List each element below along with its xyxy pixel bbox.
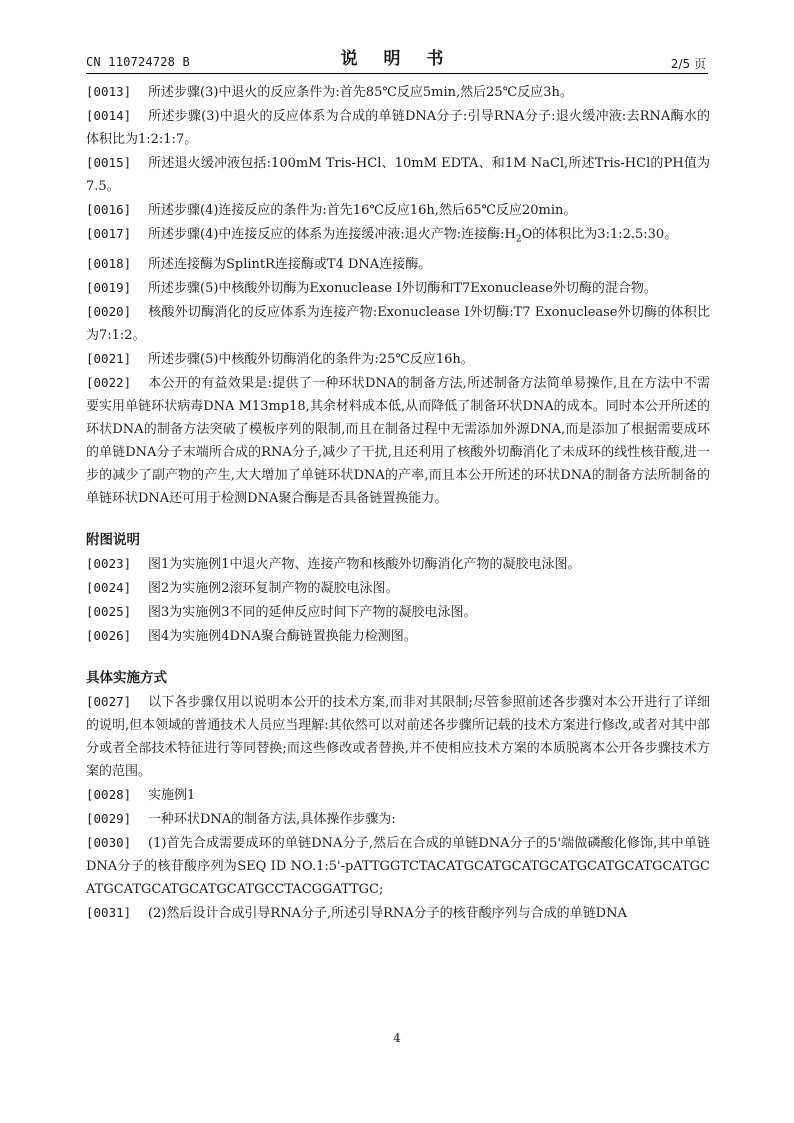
paragraph-text: 图2为实施例2滚环复制产物的凝胶电泳图。	[148, 580, 399, 596]
paragraph-number: [0027]	[86, 693, 132, 709]
paragraph-text: 图3为实施例3不同的延伸反应时间下产物的凝胶电泳图。	[148, 604, 477, 620]
paragraph-text: 所述步骤(4)连接反应的条件为:首先16℃反应16h,然后65℃反应20min。	[148, 203, 577, 218]
paragraph-0030	[86, 831, 710, 901]
paragraph-number: [0030]	[86, 834, 132, 850]
paragraph-0018	[86, 252, 710, 276]
paragraph-number: [0026]	[86, 627, 132, 643]
paragraph-text: 以下各步骤仅用以说明本公开的技术方案,而非对其限制;尽管参照前述各步骤对本公开进行了详细的说明,但本领域的普通技术人员应当理解:其依然可以对前述各步骤所记载的技术方案进行修改,或者对其中部分或者全部技术特征进行等同替换;而这些修改或者替换,并不使相应技术方案的本质脱离本公开各步骤技术方案的范围。	[86, 694, 710, 779]
section-title-embodiments: 具体实施方式	[86, 669, 167, 686]
paragraph-number: [0018]	[86, 255, 132, 271]
paragraph-text: 所述退火缓冲液包括:100mM Tris-HCl、10mM EDTA、和1M NaCl,所述Tris-HCl的PH值为7.5。	[86, 156, 710, 194]
paragraph-number: [0022]	[86, 374, 132, 390]
page-header	[0, 0, 794, 80]
paragraph-text: 所述步骤(4)中连接反应的体系为连接缓冲液:退火产物:连接酶:H	[148, 227, 516, 242]
paragraph-0017	[86, 222, 710, 252]
paragraph-number: [0028]	[86, 786, 132, 802]
paragraph-text: 一种环状DNA的制备方法,具体操作步骤为:	[148, 811, 396, 827]
patent-number: CN 110724728 B	[86, 55, 190, 69]
paragraph-number: [0023]	[86, 555, 132, 571]
paragraph-number: [0019]	[86, 279, 132, 295]
paragraph-text: 核酸外切酶消化的反应体系为连接产物:Exonuclease I外切酶:T7 Exonuclease外切酶的体积比为7:1:2。	[86, 304, 710, 343]
paragraph-number: [0024]	[86, 579, 132, 595]
paragraph-text: 所述步骤(3)中退火的反应条件为:首先85℃反应5min,然后25℃反应3h。	[148, 85, 573, 100]
paragraph-0021	[86, 347, 710, 371]
paragraph-number: [0020]	[86, 303, 132, 319]
paragraph-number: [0016]	[86, 202, 132, 217]
subscript: 2	[515, 234, 522, 245]
paragraph-text: 所述连接酶为SplintR连接酶或T4 DNA连接酶。	[148, 256, 432, 272]
page-number: 4	[393, 1031, 401, 1045]
paragraph-0028	[86, 783, 710, 807]
paragraph-number: [0015]	[86, 155, 132, 170]
page-indicator: 2/5 页	[670, 57, 706, 71]
paragraph-text-cont: O的体积比为3:1:2.5:30。	[521, 227, 678, 242]
paragraph-number: [0021]	[86, 350, 132, 366]
paragraph-text: 所述步骤(3)中退火的反应体系为合成的单链DNA分子:引导RNA分子:退火缓冲液:去RNA酶水的体积比为1:2:1:7。	[86, 109, 710, 147]
paragraph-0029	[86, 807, 710, 831]
paragraph-text: 所述步骤(5)中核酸外切酶消化的条件为:25℃反应16h。	[148, 351, 474, 367]
paragraph-text: 所述步骤(5)中核酸外切酶为Exonuclease I外切酶和T7Exonuclease外切酶的混合物。	[148, 280, 657, 296]
section-title-figures: 附图说明	[86, 531, 140, 548]
paragraph-number: [0025]	[86, 603, 132, 619]
header-divider	[86, 73, 708, 74]
paragraph-0019	[86, 276, 710, 300]
document-title: 说 明 书	[340, 49, 454, 69]
paragraph-0027	[86, 690, 710, 783]
paragraph-0026	[86, 624, 710, 648]
paragraph-0020	[86, 300, 710, 347]
paragraph-text: (1)首先合成需要成环的单链DNA分子,然后在合成的单链DNA分子的5'端做磷酸化修饰,其中单链DNA分子的核苷酸序列为SEQ ID NO.1:5'-pATTGGTCTACATGCATGCATGCATGCATGCATGCATGCATGCATGCATGCATGCATGCCTACGGATTGC;	[86, 835, 710, 897]
paragraph-number: [0031]	[86, 904, 132, 920]
paragraph-number: [0013]	[86, 84, 132, 99]
paragraph-0031	[86, 901, 710, 925]
paragraph-0015	[86, 151, 710, 198]
paragraph-text: 实施例1	[148, 787, 196, 803]
paragraph-0024	[86, 576, 710, 600]
paragraph-0013	[86, 80, 710, 104]
paragraph-0025	[86, 600, 710, 624]
paragraph-0022	[86, 371, 710, 510]
paragraph-text: 图1为实施例1中退火产物、连接产物和核酸外切酶消化产物的凝胶电泳图。	[148, 556, 581, 572]
paragraph-text: 本公开的有益效果是:提供了一种环状DNA的制备方法,所述制备方法简单易操作,且在方法中不需要实用单链环状病毒DNA M13mp18,其余材料成本低,从而降低了制备环状DNA的成本。同时本公开所述的环状DNA的制备方法突破了模板序列的限制,而且在制备过程中无需添加外源DNA,而是添加了根据需要成环的单链DNA分子末端所合成的RNA分子,减少了干扰,且还利用了核酸外切酶消化了未成环的线性核苷酸,进一步的减少了副产物的产生,大大增加了单链环状DNA的产率,而且本公开所述的环状DNA的制备方法所制备的单链环状DNA还可用于检测DNA聚合酶是否具备链置换能力。	[86, 375, 710, 506]
document-body	[86, 80, 710, 925]
paragraph-number: [0029]	[86, 810, 132, 826]
paragraph-text: 图4为实施例4DNA聚合酶链置换能力检测图。	[148, 628, 417, 644]
paragraph-0014	[86, 104, 710, 151]
paragraph-text: (2)然后设计合成引导RNA分子,所述引导RNA分子的核苷酸序列与合成的单链DNA	[148, 905, 627, 921]
paragraph-0016	[86, 198, 710, 222]
paragraph-0023	[86, 552, 710, 576]
paragraph-number: [0014]	[86, 108, 132, 123]
paragraph-number: [0017]	[86, 226, 132, 241]
